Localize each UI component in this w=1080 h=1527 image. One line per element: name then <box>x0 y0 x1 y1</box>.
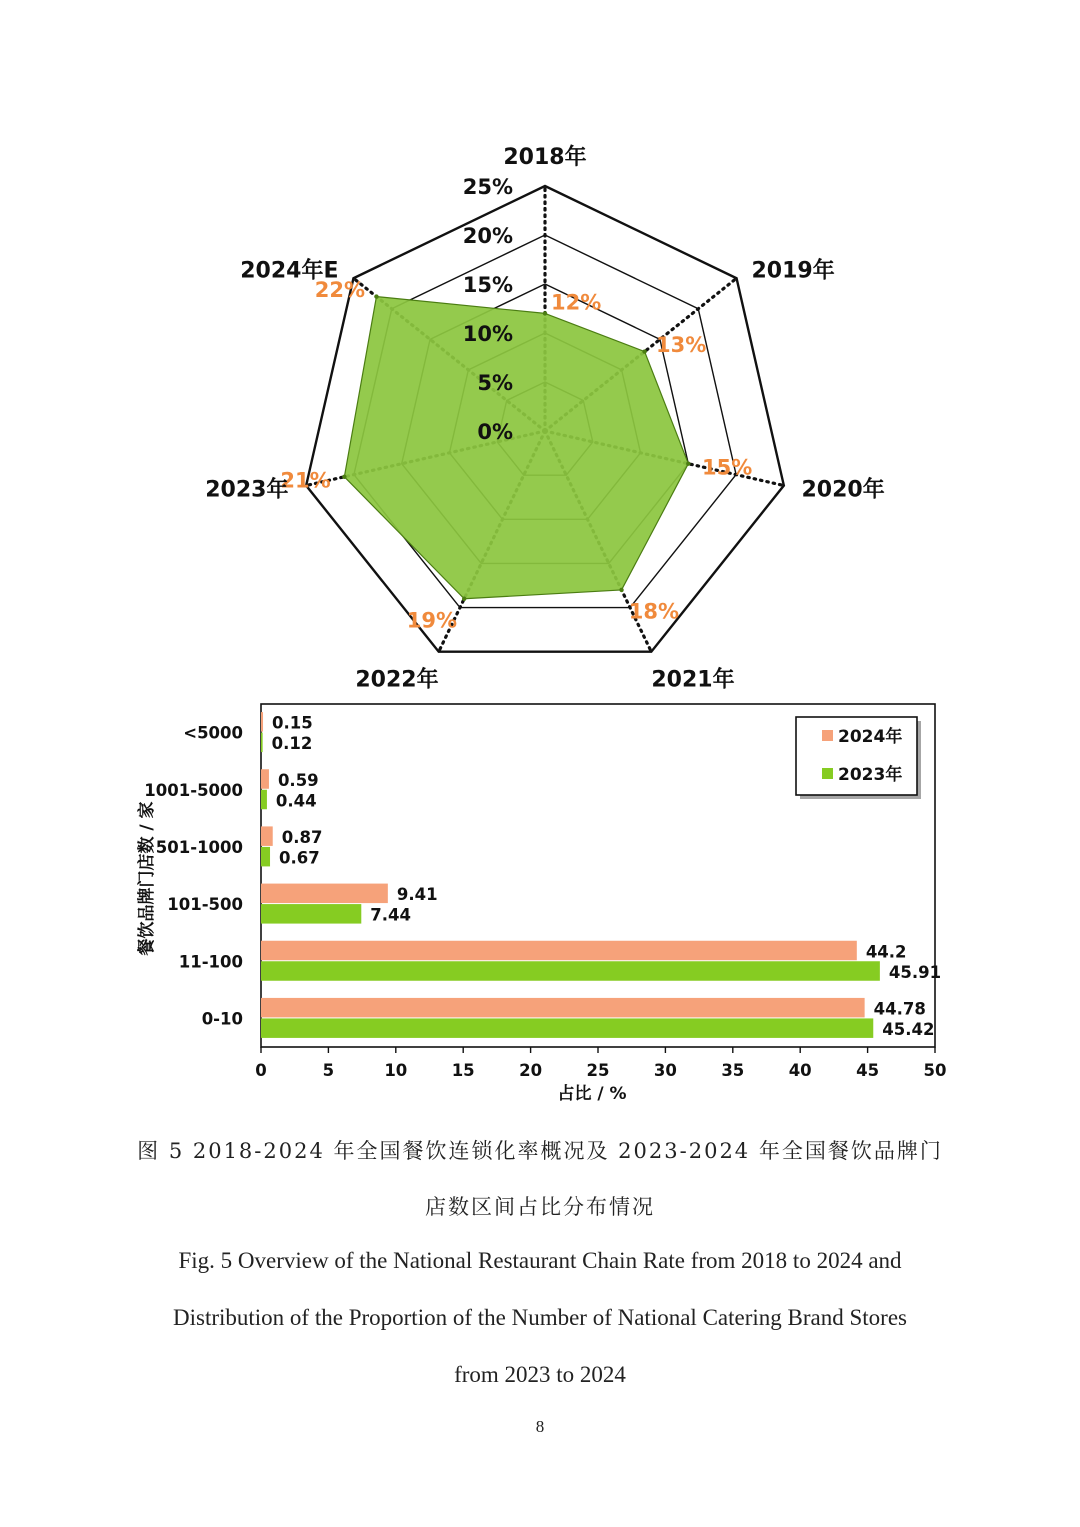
bar-value-label: 0.44 <box>275 791 317 811</box>
bar-value-label: 45.91 <box>888 962 942 982</box>
bar-value-label: 45.42 <box>882 1019 935 1039</box>
bar-2024 <box>261 769 269 789</box>
radar-value-label: 18% <box>628 599 680 624</box>
radar-axis-label: 2021年 <box>651 667 735 690</box>
legend <box>796 717 921 799</box>
radar-axis-label: 2022年 <box>355 667 439 690</box>
radar-value-label: 13% <box>655 333 707 358</box>
y-tick-label: <5000 <box>183 723 243 743</box>
figure-caption-en-line-2: Distribution of the Proportion of the Number of National Catering Brand Stores <box>173 1305 907 1330</box>
page-number: 8 <box>535 1417 545 1436</box>
legend-label: 2024年 <box>838 727 903 747</box>
radar-point <box>642 349 646 353</box>
figure-caption-en-line-1: Fig. 5 Overview of the National Restaurant Chain Rate from 2018 to 2024 and <box>178 1248 902 1273</box>
y-tick-label: 101-500 <box>167 895 243 915</box>
bar-2024 <box>261 941 857 961</box>
bar-value-label: 44.78 <box>873 999 926 1019</box>
y-tick-label: 1001-5000 <box>144 780 243 800</box>
legend-swatch-2023 <box>822 768 833 779</box>
x-tick-label: 20 <box>519 1061 543 1080</box>
bar-value-label: 0.87 <box>281 827 323 847</box>
radar-tick-label: 25% <box>462 175 513 199</box>
bar-2024 <box>261 712 263 732</box>
bar-2023 <box>261 733 263 753</box>
bar-2023 <box>261 1018 873 1038</box>
x-tick-label: 40 <box>788 1061 812 1080</box>
x-tick-label: 35 <box>721 1061 745 1080</box>
bar-2024 <box>261 998 865 1018</box>
radar-point <box>619 588 623 592</box>
figure-caption-zh-line-1: 图 5 2018-2024 年全国餐饮连锁化率概况及 2023-2024 年全国餐饮品牌门 <box>137 1139 943 1163</box>
radar-tick-label: 0% <box>477 420 513 444</box>
bar-value-label: 0.59 <box>277 770 319 790</box>
radar-point <box>462 597 466 601</box>
bar-2023 <box>261 790 267 810</box>
bar-2023 <box>261 904 361 924</box>
bar-value-label: 44.2 <box>865 942 907 962</box>
radar-value-label: 15% <box>702 455 753 480</box>
bar-value-label: 0.15 <box>272 713 313 733</box>
radar-axis-label: 2018年 <box>503 145 587 170</box>
bar-value-label: 0.12 <box>271 734 313 754</box>
x-tick-label: 25 <box>586 1061 610 1080</box>
radar-axis-label: 2019年 <box>751 258 835 284</box>
x-tick-label: 15 <box>451 1061 475 1080</box>
x-axis-title: 占比 / % <box>557 1084 627 1104</box>
bar-2024 <box>261 826 273 846</box>
radar-chart <box>0 120 1080 690</box>
bar-2023 <box>261 847 270 867</box>
radar-axis-label: 2023年 <box>205 477 289 503</box>
bar-2024 <box>261 884 388 904</box>
radar-value-label: 21% <box>280 468 331 493</box>
bar-value-label: 0.67 <box>279 848 320 868</box>
radar-point <box>374 294 378 298</box>
figure-caption-zh-line-2: 店数区间占比分布情况 <box>425 1195 655 1219</box>
bar-value-label: 9.41 <box>396 885 438 905</box>
radar-axis-label: 2020年 <box>801 477 885 503</box>
y-tick-label: 0-10 <box>201 1009 243 1029</box>
x-tick-label: 0 <box>255 1061 267 1080</box>
x-tick-label: 50 <box>923 1061 947 1080</box>
radar-value-label: 19% <box>406 608 458 633</box>
radar-tick-label: 15% <box>462 273 513 297</box>
x-tick-label: 45 <box>856 1061 880 1080</box>
radar-tick-label: 5% <box>477 371 513 395</box>
x-tick-label: 10 <box>384 1061 408 1080</box>
radar-point <box>342 475 346 479</box>
y-tick-label: 11-100 <box>178 952 243 972</box>
radar-tick-label: 10% <box>462 322 513 346</box>
radar-data-area <box>344 297 688 599</box>
bar-2023 <box>261 961 880 981</box>
radar-point <box>543 311 547 315</box>
y-tick-label: 501-1000 <box>155 837 243 857</box>
radar-point <box>686 462 690 466</box>
radar-axis-label: 2024年E <box>240 258 339 284</box>
bar-chart <box>0 690 1080 1110</box>
figure-caption-en-line-3: from 2023 to 2024 <box>454 1362 626 1387</box>
legend-label: 2023年 <box>838 765 903 785</box>
x-tick-label: 30 <box>653 1061 677 1080</box>
x-tick-label: 5 <box>322 1061 335 1080</box>
radar-value-label: 12% <box>551 290 602 315</box>
bar-value-label: 7.44 <box>370 905 412 925</box>
radar-value-label: 22% <box>314 278 366 303</box>
y-axis-title: 餐饮品牌门店数 / 家 <box>137 801 157 956</box>
legend-swatch-2024 <box>822 730 833 741</box>
radar-tick-label: 20% <box>462 224 513 248</box>
